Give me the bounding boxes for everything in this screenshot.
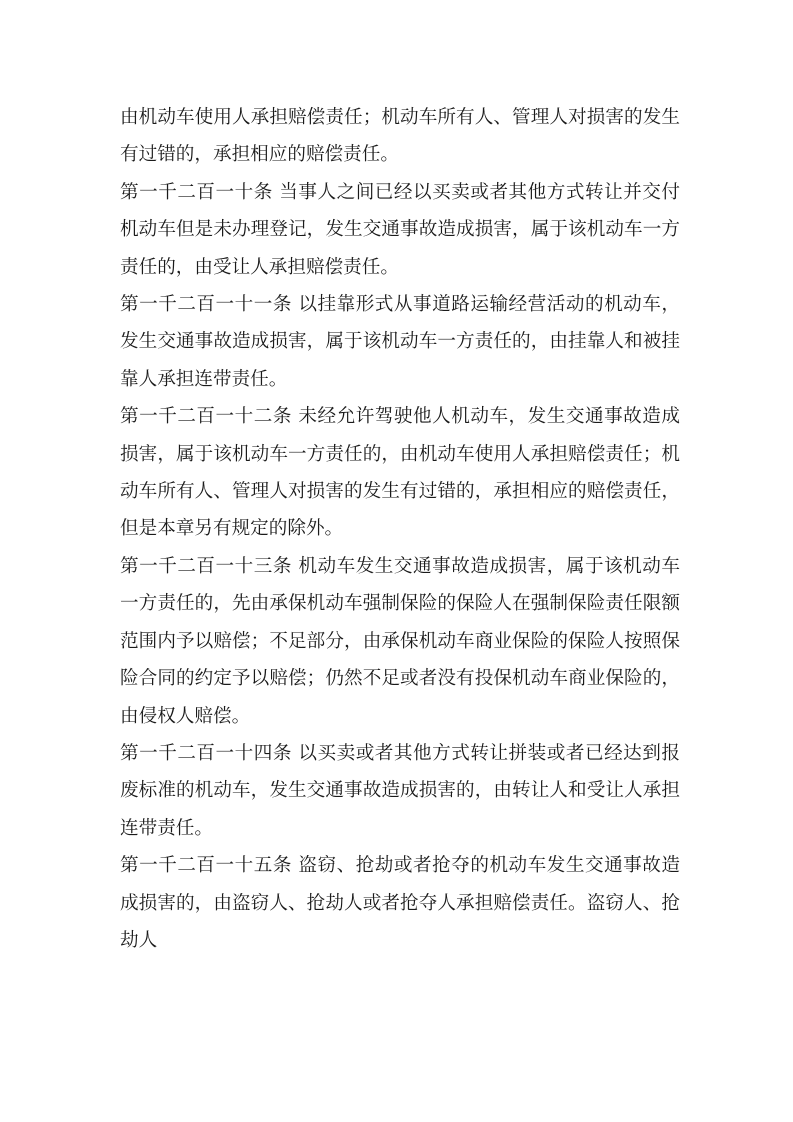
paragraph-article-1213: 第一千二百一十三条 机动车发生交通事故造成损害，属于该机动车一方责任的，先由承保机动车强制保险的保险人在强制保险责任限额范围内予以赔偿；不足部分，由承保机动车商业保险的保险人按照保险合同的约定予以赔偿；仍然不足或者没有投保机动车商业保险的，由侵权人赔偿。 bbox=[120, 555, 680, 727]
paragraph-article-1214: 第一千二百一十四条 以买卖或者其他方式转让拼装或者已经达到报废标准的机动车，发生交通事故造成损害的，由转让人和受让人承担连带责任。 bbox=[120, 742, 680, 839]
paragraph-article-1212: 第一千二百一十二条 未经允许驾驶他人机动车，发生交通事故造成损害，属于该机动车一方责任的，由机动车使用人承担赔偿责任；机动车所有人、管理人对损害的发生有过错的，承担相应的赔偿责任，但是本章另有规定的除外。 bbox=[120, 406, 680, 540]
paragraph-article-1215: 第一千二百一十五条 盗窃、抢劫或者抢夺的机动车发生交通事故造成损害的，由盗窃人、抢劫人或者抢夺人承担赔偿责任。盗窃人、抢劫人 bbox=[120, 855, 680, 951]
paragraph-continuation: 由机动车使用人承担赔偿责任；机动车所有人、管理人对损害的发生有过错的，承担相应的赔偿责任。 bbox=[120, 107, 680, 166]
document-body bbox=[120, 99, 680, 959]
paragraph-article-1210: 第一千二百一十条 当事人之间已经以买卖或者其他方式转让并交付机动车但是未办理登记，发生交通事故造成损害，属于该机动车一方责任的，由受让人承担赔偿责任。 bbox=[120, 181, 680, 278]
paragraph-article-1211: 第一千二百一十一条 以挂靠形式从事道路运输经营活动的机动车，发生交通事故造成损害，属于该机动车一方责任的，由挂靠人和被挂靠人承担连带责任。 bbox=[120, 294, 680, 390]
